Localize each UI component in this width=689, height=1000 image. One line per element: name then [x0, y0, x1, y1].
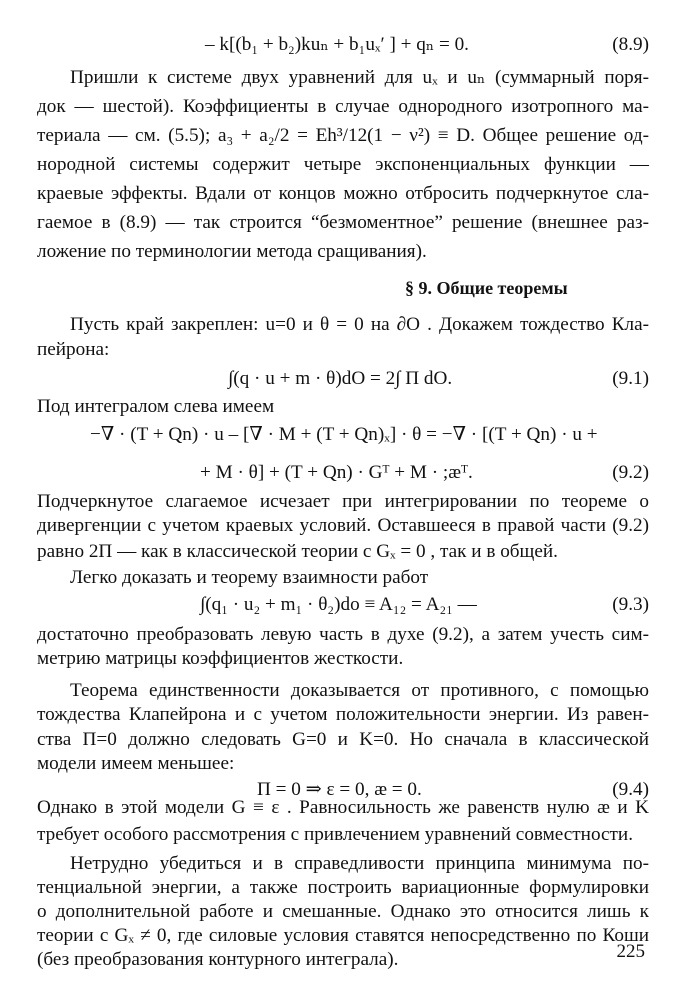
equation-9-2-line-2: + M · θ] + (T + Qn) · Gᵀ + M · ;æᵀ.: [200, 462, 473, 483]
equation-9-4: Π = 0 ⇒ ε = 0, æ = 0.: [257, 779, 422, 800]
equation-number-9-3: (9.3): [612, 594, 649, 615]
paragraph-line: нородной системы содержит четыре экспоненциальных функции —: [37, 154, 649, 175]
equation-8-9: – k[(b₁ + b₂)kuₙ + b₁uₓ′ ] + qₙ = 0.: [205, 34, 469, 55]
paragraph-line: достаточно преобразовать левую часть в духе (9.2), а затем учесть сим-: [37, 624, 649, 645]
paragraph-line: теории с Gₓ ≠ 0, где силовые условия ставятся непосредственно по Коши: [37, 925, 649, 946]
paragraph-line: Нетрудно убедиться и в справедливости принципа минимума по-: [70, 853, 649, 874]
section-heading: § 9. Общие теоремы: [405, 278, 568, 298]
paragraph-line: док — шестой). Коэффициенты в случае однородного изотропного ма-: [37, 96, 649, 117]
paragraph-line: краевые эффекты. Вдали от концов можно отбросить подчеркнутое сла-: [37, 183, 649, 204]
paragraph-line: требует особого рассмотрения с привлечением уравнений совместности.: [37, 824, 633, 845]
equation-9-1: ∫(q · u + m · θ)dO = 2∫ Π dO.: [228, 368, 453, 389]
paragraph-line: Под интегралом слева имеем: [37, 396, 275, 417]
paragraph-line: Легко доказать и теорему взаимности работ: [70, 567, 429, 588]
paragraph-line: о дополнительной работе и смешанные. Однако это относится лишь к: [37, 901, 649, 922]
paragraph-line: равно 2Π — как в классической теории с Gₓ = 0 , так и в общей.: [37, 541, 558, 562]
paragraph-line: модели имеем меньшее:: [37, 753, 235, 774]
paragraph-line: Пусть край закреплен: u=0 и θ = 0 на ∂O . Докажем тождество Кла-: [70, 314, 649, 335]
paragraph-line: тождества Клапейрона и с учетом положительности энергии. Из равен-: [37, 704, 649, 725]
equation-9-2-line-1: −∇ · (T + Qn) · u – [∇ · M + (T + Qn)ₓ] · θ = −∇ · [(T + Qn) · u +: [90, 424, 598, 445]
paragraph-line: Пришли к системе двух уравнений для uₓ и uₙ (суммарный поря-: [70, 67, 649, 88]
page-number: 225: [616, 941, 645, 962]
paragraph-line: ства Π=0 должно следовать G=0 и K=0. Но сначала в классической: [37, 729, 649, 750]
paragraph-line: метрию матрицы коэффициентов жесткости.: [37, 648, 404, 669]
equation-number-9-1: (9.1): [612, 368, 649, 389]
paragraph-line: териала — см. (5.5); a₃ + a₂/2 = Eh³/12(1 − ν²) ≡ D. Общее решение од-: [37, 125, 649, 146]
paragraph-line: Подчеркнутое слагаемое исчезает при интегрировании по теореме о: [37, 491, 649, 512]
paragraph-line: (без преобразования контурного интеграла).: [37, 949, 399, 970]
equation-number-8-9: (8.9): [612, 34, 649, 55]
paragraph-line: гаемое в (8.9) — так строится “безмоментное” решение (внешнее раз-: [37, 212, 649, 233]
paragraph-line: ложение по терминологии метода сращивания).: [37, 241, 427, 262]
paragraph-line: Теорема единственности доказывается от противного, с помощью: [70, 680, 649, 701]
equation-number-9-4: (9.4): [612, 779, 649, 800]
paragraph-line: дивергенции с учетом краевых условий. Оставшееся в правой части (9.2): [37, 515, 649, 536]
paragraph-line: пейрона:: [37, 339, 110, 360]
equation-number-9-2: (9.2): [612, 462, 649, 483]
paragraph-line: тенциальной энергии, а также построить вариационные формулировки: [37, 877, 649, 898]
equation-9-3: ∫(q₁ · u₂ + m₁ · θ₂)do ≡ A₁₂ = A₂₁ —: [200, 594, 477, 615]
paragraph-line: Однако в этой модели G ≡ ε . Равносильность же равенств нулю æ и K: [37, 797, 649, 818]
